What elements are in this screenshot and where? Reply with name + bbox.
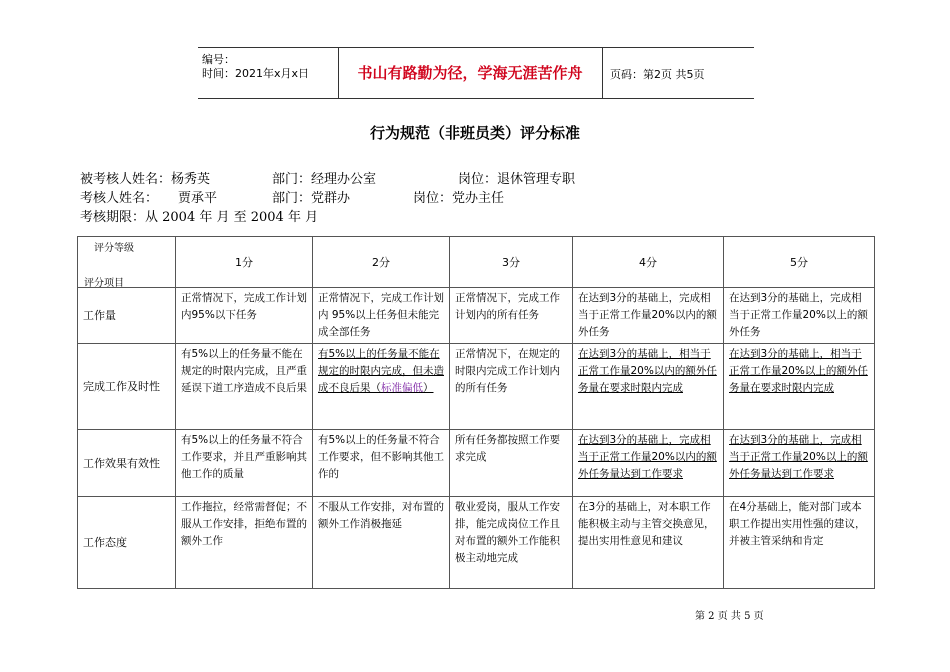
level-3-header: 3分 [450,237,573,288]
row-label: 完成工作及时性 [78,344,176,430]
table-cell: 有5%以上的任务量不能在规定的时限内完成，且严重延误下道工序造成不良后果 [176,344,313,430]
table-row [78,430,875,497]
number-label: 编号： [202,53,235,66]
table-cell: 在达到3分的基础上，相当于正常工作量20%以上的额外任务量在要求时限内完成 [724,344,875,430]
table-cell: 在4分基础上，能对部门或本职工作提出实用性强的建议，并被主管采纳和肯定 [724,497,875,589]
assessment-period: 考核期限：从 2004 年 月 至 2004 年 月 [80,210,319,225]
cell-text-tail: ） [423,382,434,394]
table-cell: 正常情况下，完成工作计划内的所有任务 [450,288,573,344]
table-cell: 有5%以上的任务量不符合工作要求，但不影响其他工作的 [313,430,450,497]
table-header-row [78,237,875,288]
table-cell: 在3分的基础上，对本职工作能积极主动与主管交换意见，提出实用性意见和建议 [573,497,724,589]
row-label: 工作态度 [78,497,176,589]
level-5-header: 5分 [724,237,875,288]
motto: 书山有路勤为径，学海无涯苦作舟 [338,48,603,98]
level-2-header: 2分 [313,237,450,288]
table-cell: 所有任务都按照工作要求完成 [450,430,573,497]
table-cell: 在达到3分的基础上，完成相当于正常工作量20%以内的额外任务量达到工作要求 [573,430,724,497]
level-4-header: 4分 [573,237,724,288]
table-cell: 在达到3分的基础上，完成相当于正常工作量20%以内的额外任务 [573,288,724,344]
examinee-name: 被考核人姓名：杨秀英 [80,172,211,187]
examiner-dept: 部门：党群办 [272,191,351,206]
cell-text: 有5%以上的任务量不能在规定的时限内完成，但未造成不良后果（ [318,348,444,394]
examiner-post: 岗位：党办主任 [413,191,505,206]
note-link[interactable]: 标准偏低 [381,382,423,394]
corner-bottom-label: 评分项目 [84,278,124,289]
examinee-dept: 部门：经理办公室 [272,172,377,187]
page-header [198,47,754,99]
scoring-table [77,236,875,589]
time-label: 时间：2021年x月x日 [202,67,310,80]
corner-cell [78,237,176,288]
level-1-header: 1分 [176,237,313,288]
table-row [78,288,875,344]
table-cell: 正常情况下，在规定的时限内完成工作计划内的所有任务 [450,344,573,430]
table-row [78,497,875,589]
header-meta [198,48,339,98]
examiner-name: 贾承平 [178,191,218,206]
page-footer: 第 2 页 共 5 页 [695,611,764,622]
table-cell: 在达到3分的基础上，完成相当于正常工作量20%以上的额外任务 [724,288,875,344]
table-row [78,344,875,430]
corner-top-label: 评分等级 [94,243,134,254]
table-cell [313,344,450,430]
page-code: 页码：第2页 共5页 [610,68,705,81]
examinee-post: 岗位：退休管理专职 [458,172,576,187]
document-title: 行为规范（非班员类）评分标准 [369,124,580,142]
table-cell: 不服从工作安排，对布置的额外工作消极拖延 [313,497,450,589]
row-label: 工作量 [78,288,176,344]
table-cell: 敬业爱岗，服从工作安排，能完成岗位工作且对布置的额外工作能积极主动地完成 [450,497,573,589]
table-cell: 在达到3分的基础上，相当于正常工作量20%以内的额外任务量在要求时限内完成 [573,344,724,430]
table-cell: 工作拖拉，经常需督促；不服从工作安排，拒绝布置的额外工作 [176,497,313,589]
table-cell: 正常情况下，完成工作计划内95%以下任务 [176,288,313,344]
table-cell: 有5%以上的任务量不符合工作要求，并且严重影响其他工作的质量 [176,430,313,497]
table-cell: 在达到3分的基础上，完成相当于正常工作量20%以上的额外任务量达到工作要求 [724,430,875,497]
table-cell: 正常情况下，完成工作计划内 95%以上任务但未能完成全部任务 [313,288,450,344]
examiner-label: 考核人姓名： [80,191,159,206]
row-label: 工作效果有效性 [78,430,176,497]
